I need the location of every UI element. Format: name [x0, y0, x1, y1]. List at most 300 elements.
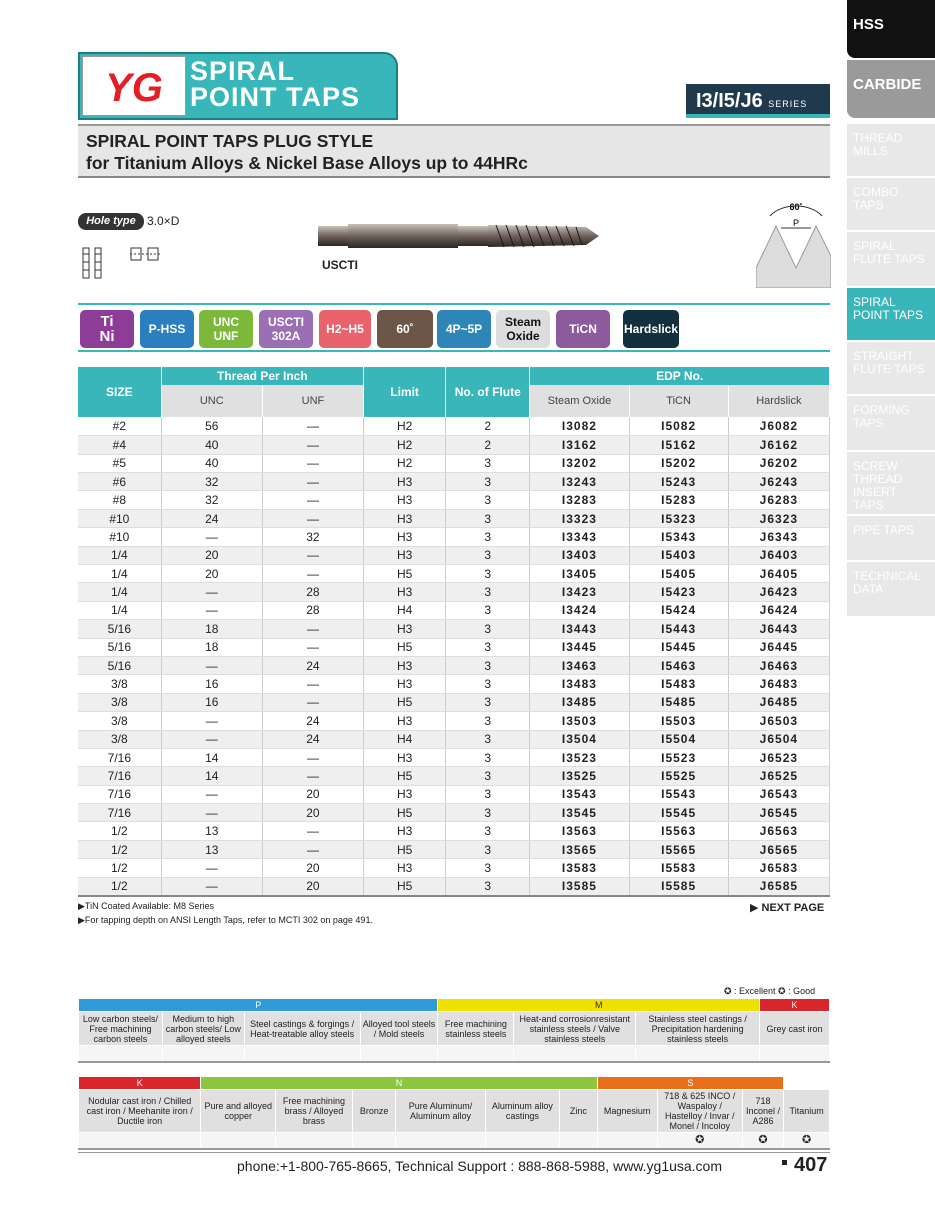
cell-limit: H2: [364, 417, 446, 435]
material-desc: Pure and alloyed copper: [201, 1090, 276, 1133]
badge-line1: 4P~5P: [445, 322, 483, 336]
material-rating: [438, 1046, 514, 1062]
divider: [78, 303, 830, 305]
cell-size: 7/16: [78, 767, 161, 785]
cell-edp-hardslick: J6563: [728, 822, 829, 840]
table-row: [78, 785, 830, 803]
cell-flutes: 3: [446, 785, 530, 803]
cell-flutes: 3: [446, 822, 530, 840]
material-rating: ✪: [657, 1133, 742, 1149]
badge-ti: [80, 310, 134, 348]
cell-edp-ticn: I5543: [629, 785, 728, 803]
cell-edp-ticn: I5343: [629, 528, 728, 546]
cell-unf: 24: [262, 730, 363, 748]
cell-limit: H5: [364, 693, 446, 711]
section-heading: [78, 126, 830, 178]
product-table: [78, 367, 830, 897]
cell-size: 7/16: [78, 785, 161, 803]
material-rating: ✪: [742, 1133, 783, 1149]
cell-limit: H3: [364, 859, 446, 877]
cell-edp-ticn: I5565: [629, 840, 728, 858]
header-hardslick: Hardslick: [728, 385, 829, 417]
header-limit: Limit: [364, 367, 446, 417]
cell-unc: 32: [161, 473, 262, 491]
cell-edp-ticn: I5405: [629, 565, 728, 583]
cell-unc: —: [161, 656, 262, 674]
table-row: [78, 712, 830, 730]
material-rating: [352, 1133, 396, 1149]
cell-edp-hardslick: J6424: [728, 601, 829, 619]
material-group-p: P: [79, 999, 438, 1012]
badge-line1: Steam: [504, 315, 542, 329]
cell-flutes: 3: [446, 509, 530, 527]
title-line2: POINT TAPS: [190, 82, 361, 112]
cell-size: #10: [78, 528, 161, 546]
cell-flutes: 3: [446, 730, 530, 748]
table-row: [78, 436, 830, 454]
cell-size: #10: [78, 509, 161, 527]
table-row: [78, 473, 830, 491]
cell-unc: 32: [161, 491, 262, 509]
material-rating: [597, 1133, 657, 1149]
cell-unc: 20: [161, 565, 262, 583]
cell-limit: H5: [364, 638, 446, 656]
table-body: [78, 417, 830, 895]
material-group-n: N: [201, 1077, 597, 1090]
rating-legend: ✪ : Excellent ✪ : Good: [724, 986, 816, 996]
cell-edp-hardslick: J6403: [728, 546, 829, 564]
cell-edp-hardslick: J6323: [728, 509, 829, 527]
cell-flutes: 3: [446, 840, 530, 858]
cell-unf: 24: [262, 656, 363, 674]
cell-edp-steam-oxide: I3202: [530, 454, 629, 472]
material-rating: [636, 1046, 760, 1062]
title-line1: SPIRAL: [190, 56, 296, 86]
cell-edp-steam-oxide: I3283: [530, 491, 629, 509]
cell-edp-hardslick: J6525: [728, 767, 829, 785]
cell-edp-ticn: I5082: [629, 417, 728, 435]
nav-item-combo-taps[interactable]: COMBO TAPS: [847, 178, 935, 230]
cell-unf: 28: [262, 583, 363, 601]
cell-unf: 20: [262, 877, 363, 895]
material-rating: [514, 1046, 636, 1062]
cell-limit: H3: [364, 656, 446, 674]
table-row: [78, 638, 830, 656]
table-row: [78, 767, 830, 785]
cell-flutes: 3: [446, 877, 530, 895]
cell-unc: —: [161, 877, 262, 895]
cell-size: 1/4: [78, 546, 161, 564]
material-rating: [760, 1046, 830, 1062]
material-desc: Alloyed tool steels / Mold steels: [360, 1012, 438, 1046]
cell-limit: H3: [364, 620, 446, 638]
tap-tool-image: [316, 218, 601, 259]
table-row: [78, 693, 830, 711]
material-desc: Magnesium: [597, 1090, 657, 1133]
header-flute: No. of Flute: [446, 367, 530, 417]
cell-edp-steam-oxide: I3445: [530, 638, 629, 656]
material-rating: [79, 1046, 163, 1062]
cell-limit: H3: [364, 528, 446, 546]
cell-edp-hardslick: J6485: [728, 693, 829, 711]
badge-line1: UNC: [213, 315, 239, 329]
cell-size: 7/16: [78, 804, 161, 822]
cell-unf: —: [262, 509, 363, 527]
cell-unc: —: [161, 730, 262, 748]
cell-edp-ticn: I5243: [629, 473, 728, 491]
cell-flutes: 3: [446, 565, 530, 583]
cell-edp-ticn: I5583: [629, 859, 728, 877]
cell-flutes: 3: [446, 712, 530, 730]
yg-logo: [82, 56, 186, 116]
cell-unc: —: [161, 785, 262, 803]
cell-edp-steam-oxide: I3525: [530, 767, 629, 785]
nav-item-carbide[interactable]: CARBIDE: [847, 60, 935, 118]
page-number: 407: [794, 1154, 828, 1176]
cell-edp-hardslick: J6565: [728, 840, 829, 858]
note-depth: ▶For tapping depth on ANSI Length Taps, refer to MCTI 302 on page 491.: [78, 915, 373, 925]
nav-item-screw-thread-insert-taps[interactable]: SCREW THREAD INSERT TAPS: [847, 452, 935, 514]
cell-edp-steam-oxide: I3485: [530, 693, 629, 711]
material-rating: [485, 1133, 560, 1149]
cell-edp-hardslick: J6583: [728, 859, 829, 877]
material-desc: Heat-and corrosionresistant stainless steels / Valve stainless steels: [514, 1012, 636, 1046]
cell-unc: 14: [161, 748, 262, 766]
cell-limit: H2: [364, 454, 446, 472]
badge-ticn: [556, 310, 610, 348]
cell-limit: H2: [364, 436, 446, 454]
badge-line1: H2~H5: [326, 322, 364, 336]
cell-edp-steam-oxide: I3243: [530, 473, 629, 491]
material-desc: 718 & 625 INCO / Waspaloy / Hastelloy / Invar / Monel / Incoloy: [657, 1090, 742, 1133]
cell-edp-ticn: I5162: [629, 436, 728, 454]
material-desc: Zinc: [560, 1090, 597, 1133]
cell-size: 3/8: [78, 693, 161, 711]
series-suffix: SERIES: [768, 99, 808, 109]
cell-flutes: 3: [446, 546, 530, 564]
table-row: [78, 620, 830, 638]
cell-unf: —: [262, 491, 363, 509]
cell-limit: H3: [364, 491, 446, 509]
cell-edp-hardslick: J6543: [728, 785, 829, 803]
material-desc: Grey cast iron: [760, 1012, 830, 1046]
series-badge: [686, 84, 830, 118]
cell-flutes: 3: [446, 454, 530, 472]
table-row: [78, 822, 830, 840]
table-row: [78, 546, 830, 564]
cell-edp-steam-oxide: I3565: [530, 840, 629, 858]
cell-edp-ticn: I5403: [629, 546, 728, 564]
cell-unf: —: [262, 767, 363, 785]
cell-size: 3/8: [78, 730, 161, 748]
cell-unf: 28: [262, 601, 363, 619]
cell-edp-steam-oxide: I3483: [530, 675, 629, 693]
cell-edp-steam-oxide: I3443: [530, 620, 629, 638]
table-row: [78, 583, 830, 601]
cell-flutes: 2: [446, 417, 530, 435]
cell-edp-ticn: I5424: [629, 601, 728, 619]
material-desc: Low carbon steels/ Free machining carbon steels: [79, 1012, 163, 1046]
nav-item-pipe-taps[interactable]: PIPE TAPS: [847, 516, 935, 560]
cell-size: 1/4: [78, 601, 161, 619]
material-table-2: [78, 1076, 830, 1150]
cell-limit: H3: [364, 583, 446, 601]
badge-line1: TiCN: [569, 322, 597, 336]
cell-unc: 18: [161, 638, 262, 656]
cell-size: 5/16: [78, 620, 161, 638]
cell-flutes: 3: [446, 583, 530, 601]
material-rating: [276, 1133, 353, 1149]
cell-unf: —: [262, 675, 363, 693]
cell-edp-hardslick: J6423: [728, 583, 829, 601]
table-row: [78, 840, 830, 858]
cell-unc: —: [161, 583, 262, 601]
cell-unc: 40: [161, 436, 262, 454]
cell-edp-steam-oxide: I3343: [530, 528, 629, 546]
page-title: [190, 58, 360, 110]
hole-type-value: 3.0×D: [147, 214, 180, 228]
cell-edp-ticn: I5525: [629, 767, 728, 785]
material-table-1: [78, 998, 830, 1063]
cell-edp-ticn: I5445: [629, 638, 728, 656]
cell-flutes: 3: [446, 675, 530, 693]
badge-line1: 60˚: [396, 322, 414, 336]
material-desc: Bronze: [352, 1090, 396, 1133]
nav-item-spiral-point-taps[interactable]: SPIRAL POINT TAPS: [847, 288, 935, 340]
material-group-s: S: [597, 1077, 784, 1090]
cell-limit: H4: [364, 601, 446, 619]
cell-unf: —: [262, 417, 363, 435]
badge-4p-5p: [437, 310, 491, 348]
cell-unf: 32: [262, 528, 363, 546]
cell-edp-steam-oxide: I3162: [530, 436, 629, 454]
cell-size: 1/4: [78, 583, 161, 601]
badge-line1: P-HSS: [148, 322, 186, 336]
cell-unf: —: [262, 436, 363, 454]
cell-unf: 20: [262, 859, 363, 877]
next-page-link[interactable]: ▶ NEXT PAGE: [750, 902, 825, 914]
cell-edp-steam-oxide: I3424: [530, 601, 629, 619]
cell-unc: —: [161, 859, 262, 877]
cell-edp-ticn: I5585: [629, 877, 728, 895]
table-row: [78, 417, 830, 435]
table-row: [78, 675, 830, 693]
cell-unf: 20: [262, 804, 363, 822]
cell-edp-hardslick: J6082: [728, 417, 829, 435]
cell-edp-steam-oxide: I3563: [530, 822, 629, 840]
material-desc: Pure Aluminum/ Aluminum alloy: [396, 1090, 485, 1133]
material-group-k: K: [760, 999, 830, 1012]
thread-pitch-text: P: [792, 218, 800, 228]
table-row: [78, 528, 830, 546]
cell-limit: H3: [364, 748, 446, 766]
table-row: [78, 804, 830, 822]
badge-line1: USCTI: [268, 315, 304, 329]
cell-edp-steam-oxide: I3463: [530, 656, 629, 674]
cell-edp-hardslick: J6443: [728, 620, 829, 638]
cell-unf: —: [262, 822, 363, 840]
nav-item-hss[interactable]: HSS: [847, 0, 935, 58]
cell-edp-hardslick: J6343: [728, 528, 829, 546]
cell-flutes: 3: [446, 693, 530, 711]
cell-limit: H3: [364, 509, 446, 527]
badge-line2: Oxide: [506, 329, 540, 343]
blind-hole-icon: [130, 246, 162, 269]
cell-limit: H5: [364, 767, 446, 785]
cell-edp-ticn: I5423: [629, 583, 728, 601]
material-rating: [396, 1133, 485, 1149]
material-desc: Medium to high carbon steels/ Low alloyed steels: [162, 1012, 244, 1046]
table-row: [78, 601, 830, 619]
cell-size: #2: [78, 417, 161, 435]
cell-flutes: 2: [446, 436, 530, 454]
material-desc: Free machining brass / Alloyed brass: [276, 1090, 353, 1133]
cell-flutes: 3: [446, 748, 530, 766]
table-row: [78, 730, 830, 748]
cell-edp-ticn: I5483: [629, 675, 728, 693]
cell-edp-ticn: I5485: [629, 693, 728, 711]
thread-angle-diagram: [756, 198, 831, 293]
cell-unc: —: [161, 528, 262, 546]
material-rating: [244, 1046, 360, 1062]
cell-limit: H3: [364, 473, 446, 491]
cell-flutes: 3: [446, 491, 530, 509]
cell-size: #6: [78, 473, 161, 491]
cell-unc: 13: [161, 840, 262, 858]
cell-edp-ticn: I5523: [629, 748, 728, 766]
cell-limit: H3: [364, 546, 446, 564]
table-row: [78, 509, 830, 527]
cell-limit: H3: [364, 822, 446, 840]
cell-edp-steam-oxide: I3583: [530, 859, 629, 877]
cell-limit: H5: [364, 565, 446, 583]
cell-size: 5/16: [78, 638, 161, 656]
cell-edp-steam-oxide: I3403: [530, 546, 629, 564]
cell-edp-hardslick: J6545: [728, 804, 829, 822]
material-rating: ✪: [784, 1133, 830, 1149]
cell-size: 1/4: [78, 565, 161, 583]
cell-edp-ticn: I5463: [629, 656, 728, 674]
cell-unc: 18: [161, 620, 262, 638]
cell-edp-ticn: I5504: [629, 730, 728, 748]
cell-unc: 20: [161, 546, 262, 564]
cell-edp-ticn: I5563: [629, 822, 728, 840]
header-steam-oxide: Steam Oxide: [530, 385, 629, 417]
badge-line2: 302A: [271, 329, 301, 343]
contact-info: phone:+1-800-765-8665, Technical Support : 888-868-5988, www.yg1usa.com: [237, 1158, 723, 1174]
table-row: [78, 454, 830, 472]
cell-unc: 16: [161, 693, 262, 711]
cell-edp-hardslick: J6162: [728, 436, 829, 454]
cell-size: 1/2: [78, 822, 161, 840]
badge-line2: Ni: [99, 328, 115, 345]
header-size: SIZE: [78, 367, 161, 417]
cell-size: 5/16: [78, 656, 161, 674]
cell-unf: —: [262, 840, 363, 858]
subtitle-line1: SPIRAL POINT TAPS PLUG STYLE: [86, 131, 374, 151]
cell-limit: H3: [364, 785, 446, 803]
material-desc: Steel castings & forgings / Heat-treatable alloy steels: [244, 1012, 360, 1046]
cell-size: 1/2: [78, 859, 161, 877]
material-rating: [560, 1133, 597, 1149]
cell-size: #8: [78, 491, 161, 509]
nav-item-straight-flute-taps[interactable]: STRAIGHT FLUTE TAPS: [847, 342, 935, 394]
material-rating: [360, 1046, 438, 1062]
cell-unf: —: [262, 473, 363, 491]
cell-unf: 24: [262, 712, 363, 730]
cell-unc: —: [161, 804, 262, 822]
badge-unc: [199, 310, 253, 348]
badge-h2-h5: [319, 310, 371, 348]
cell-edp-hardslick: J6503: [728, 712, 829, 730]
badge-line1: Ti: [100, 313, 114, 330]
material-rating: [201, 1133, 276, 1149]
cell-unc: —: [161, 601, 262, 619]
cell-unf: —: [262, 565, 363, 583]
cell-unc: 40: [161, 454, 262, 472]
cell-edp-steam-oxide: I3423: [530, 583, 629, 601]
cell-unf: 20: [262, 785, 363, 803]
cell-edp-hardslick: J6483: [728, 675, 829, 693]
cell-flutes: 3: [446, 656, 530, 674]
cell-edp-steam-oxide: I3405: [530, 565, 629, 583]
material-rating: [79, 1133, 201, 1149]
cell-edp-ticn: I5545: [629, 804, 728, 822]
table-row: [78, 656, 830, 674]
table-row: [78, 859, 830, 877]
cell-size: 1/2: [78, 840, 161, 858]
hole-type-label: Hole type: [78, 213, 144, 230]
badge-p-hss: [140, 310, 194, 348]
table-row: [78, 748, 830, 766]
cell-size: 3/8: [78, 712, 161, 730]
divider: [78, 350, 830, 352]
cell-unc: 14: [161, 767, 262, 785]
subtitle-line2: for Titanium Alloys & Nickel Base Alloys up to 44HRc: [86, 153, 528, 173]
cell-flutes: 3: [446, 859, 530, 877]
cell-edp-steam-oxide: I3585: [530, 877, 629, 895]
cell-edp-hardslick: J6445: [728, 638, 829, 656]
cell-unf: —: [262, 454, 363, 472]
nav-item-technical-data[interactable]: TECHNICAL DATA: [847, 562, 935, 616]
nav-item-forming-taps[interactable]: FORMING TAPS: [847, 396, 935, 450]
material-desc: Free machining stainless steels: [438, 1012, 514, 1046]
material-group-m: M: [438, 999, 760, 1012]
cell-edp-hardslick: J6283: [728, 491, 829, 509]
cell-size: #5: [78, 454, 161, 472]
material-desc: Aluminum alloy castings: [485, 1090, 560, 1133]
nav-item-spiral-flute-taps[interactable]: SPIRAL FLUTE TAPS: [847, 232, 935, 286]
cell-edp-hardslick: J6504: [728, 730, 829, 748]
cell-edp-ticn: I5202: [629, 454, 728, 472]
through-hole-icon: [82, 246, 102, 285]
cell-edp-hardslick: J6585: [728, 877, 829, 895]
material-desc: Nodular cast iron / Chilled cast iron / Meehanite iron / Ductile iron: [79, 1090, 201, 1133]
cell-size: #4: [78, 436, 161, 454]
cell-flutes: 3: [446, 620, 530, 638]
cell-edp-steam-oxide: I3323: [530, 509, 629, 527]
nav-item-thread-mills[interactable]: THREAD MILLS: [847, 124, 935, 176]
cell-edp-steam-oxide: I3543: [530, 785, 629, 803]
badge-line1: Hardslick: [623, 322, 679, 336]
cell-flutes: 3: [446, 528, 530, 546]
cell-unf: —: [262, 748, 363, 766]
cell-edp-ticn: I5323: [629, 509, 728, 527]
badge-hardslick: [623, 310, 679, 348]
table-row: [78, 491, 830, 509]
header-tpi: Thread Per Inch: [161, 367, 363, 385]
cell-unc: 13: [161, 822, 262, 840]
